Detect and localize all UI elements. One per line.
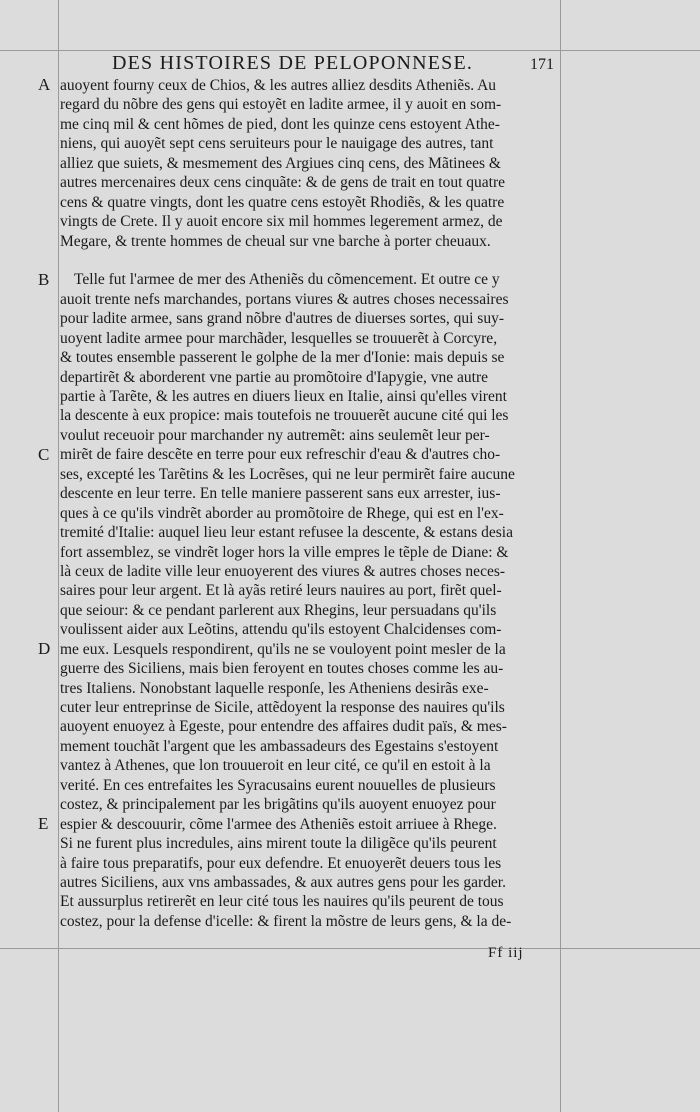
left-ruled-line: [58, 0, 59, 1112]
top-ruled-line: [0, 50, 700, 51]
text-line: tremité d'Italie: auquel lieu leur estant refusee la descente, & estans desia: [60, 524, 513, 542]
text-line: vingts de Crete. Il y auoit encore six mil hommes legerement armez, de: [60, 213, 503, 231]
text-line: espier & descouurir, cõme l'armee des Atheniẽs estoit arriuee à Rhege.: [60, 815, 497, 833]
text-line: niens, qui auoyẽt sept cens seruiteurs pour le nauigage des autres, tant: [60, 135, 494, 153]
text-line: guerre des Siciliens, mais bien feroyent en toutes choses comme les au-: [60, 660, 504, 678]
page-number: 171: [530, 56, 554, 73]
text-line: fort assemblez, se vindrẽt loger hors la ville empres le tẽple de Diane: &: [60, 543, 509, 561]
text-line: cens & quatre vingts, dont les quatre cens estoyẽt Rhodiẽs, & les quatre: [60, 193, 505, 211]
margin-marker: B: [38, 269, 50, 289]
text-line: me cinq mil & cent hõmes de pied, dont les quinze cens estoyent Athe-: [60, 115, 500, 133]
text-line: [60, 251, 554, 270]
text-line: Megare, & trente hommes de cheual sur vne barche à porter cheuaux.: [60, 232, 491, 250]
text-line: auoyent enuoyez à Egeste, pour entendre des affaires dudit païs, & mes-: [60, 718, 507, 736]
text-line: autres Siciliens, aux vns ambassades, & aux autres gens pour les garder.: [60, 873, 506, 891]
text-line: à faire tous preparatifs, pour eux defendre. Et enuoyerẽt deuers tous les: [60, 854, 502, 872]
text-line: tres Italiens. Nonobstant laquelle responſe, les Atheniens desirãs exe-: [60, 679, 489, 697]
text-line: Et aussurplus retirerẽt en leur cité tous les nauires qu'ils peurent de tous: [60, 893, 504, 911]
margin-marker: E: [38, 814, 49, 834]
body-text: [60, 76, 554, 931]
text-line: costez, & principalement par les brigãtins qu'ils auoyent enuoyez pour: [60, 796, 496, 814]
text-line: regard du nõbre des gens qui estoyẽt en ladite armee, il y auoit en som-: [60, 96, 502, 114]
text-line: ses, excepté les Tarẽtins & les Locrẽses, qui ne leur permirẽt faire aucune: [60, 465, 515, 483]
text-line: uoyent ladite armee pour marchãder, lesquelles se trouuerẽt à Corcyre,: [60, 329, 498, 347]
text-line: ques à ce qu'ils vindrẽt aborder au promõtoire de Rhege, qui est en l'ex-: [60, 504, 504, 522]
text-line: voulut receuoir pour marchander ny autremẽt: ains seulemẽt leur per-: [60, 426, 490, 444]
right-ruled-line: [560, 0, 561, 1112]
text-line: partie à Tarẽte, & les autres en diuers lieux en Italie, ainsi qu'elles virent: [60, 388, 507, 405]
text-line: Si ne furent plus incredules, ains mirent toute la diligẽce qu'ils peurent: [60, 835, 497, 853]
text-line: auoit trente nefs marchandes, portans viures & autres choses necessaires: [60, 290, 509, 308]
margin-marker: C: [38, 444, 50, 464]
bottom-ruled-line: [0, 948, 700, 949]
text-line: voulissent aider aux Leõtins, attendu qu'ils estoyent Chalcidenses com-: [60, 621, 502, 639]
text-line: autres mercenaires deux cens cinquãte: & de gens de trait en tout quatre: [60, 174, 506, 192]
running-head: DES HISTOIRES DE PELOPONNESE.: [112, 52, 474, 74]
text-line: alliez que suiets, & mesmement des Argiues cinq cens, des Mãtinees &: [60, 154, 501, 172]
text-line: & toutes ensemble passerent le golphe de la mer d'Ionie: mais depuis se: [60, 349, 505, 367]
signature-mark: Ff iij: [488, 945, 524, 961]
text-line: là ceux de ladite ville leur enuoyerent des viures & autres choses neces-: [60, 562, 506, 580]
text-line: auoyent fourny ceux de Chios, & les autres alliez desdits Atheniẽs. Au: [60, 77, 497, 94]
text-line: verité. En ces entrefaites les Syracusains eurent nouuelles de plusieurs: [60, 776, 496, 794]
margin-marker: A: [38, 75, 51, 94]
text-line: que seiour: & ce pendant parlerent aux Rhegins, leur persuadans qu'ils: [60, 601, 497, 619]
text-line: departirẽt & aborderent vne partie au promõtoire d'Iapygie, vne autre: [60, 368, 488, 386]
text-line: pour ladite armee, sans grand nõbre d'autres de diuerses sortes, qui suy-: [60, 310, 504, 328]
text-line: mirẽt de faire descẽte en terre pour eux refreschir d'eau & d'autres cho-: [60, 446, 501, 464]
text-line: vantez à Athenes, que lon trouueroit en leur cité, ce qu'il en estoit à la: [60, 757, 491, 775]
text-line: la descente à eux propice: mais toutefois ne trouuerẽt aucune cité qui les: [60, 407, 509, 425]
text-line: me eux. Lesquels respondirent, qu'ils ne se vouloyent point mesler de la: [60, 640, 506, 658]
text-line: costez, pour la defense d'icelle: & firent la mõstre de leurs gens, & la de-: [60, 912, 512, 930]
text-line: descente en leur terre. En telle maniere passerent sans eux arrester, ius-: [60, 485, 501, 503]
text-line: saires pour leur argent. Et là ayãs retiré leurs nauires au port, firẽt quel-: [60, 582, 502, 600]
text-line: Telle fut l'armee de mer des Atheniẽs du cõmencement. Et outre ce y: [74, 271, 500, 289]
margin-marker: D: [38, 639, 51, 659]
text-line: mement touchãt l'argent que les ambassadeurs des Egestains s'estoyent: [60, 737, 499, 755]
text-line: cuter leur entreprinse de Sicile, attẽdoyent la response des nauires qu'ils: [60, 699, 505, 716]
